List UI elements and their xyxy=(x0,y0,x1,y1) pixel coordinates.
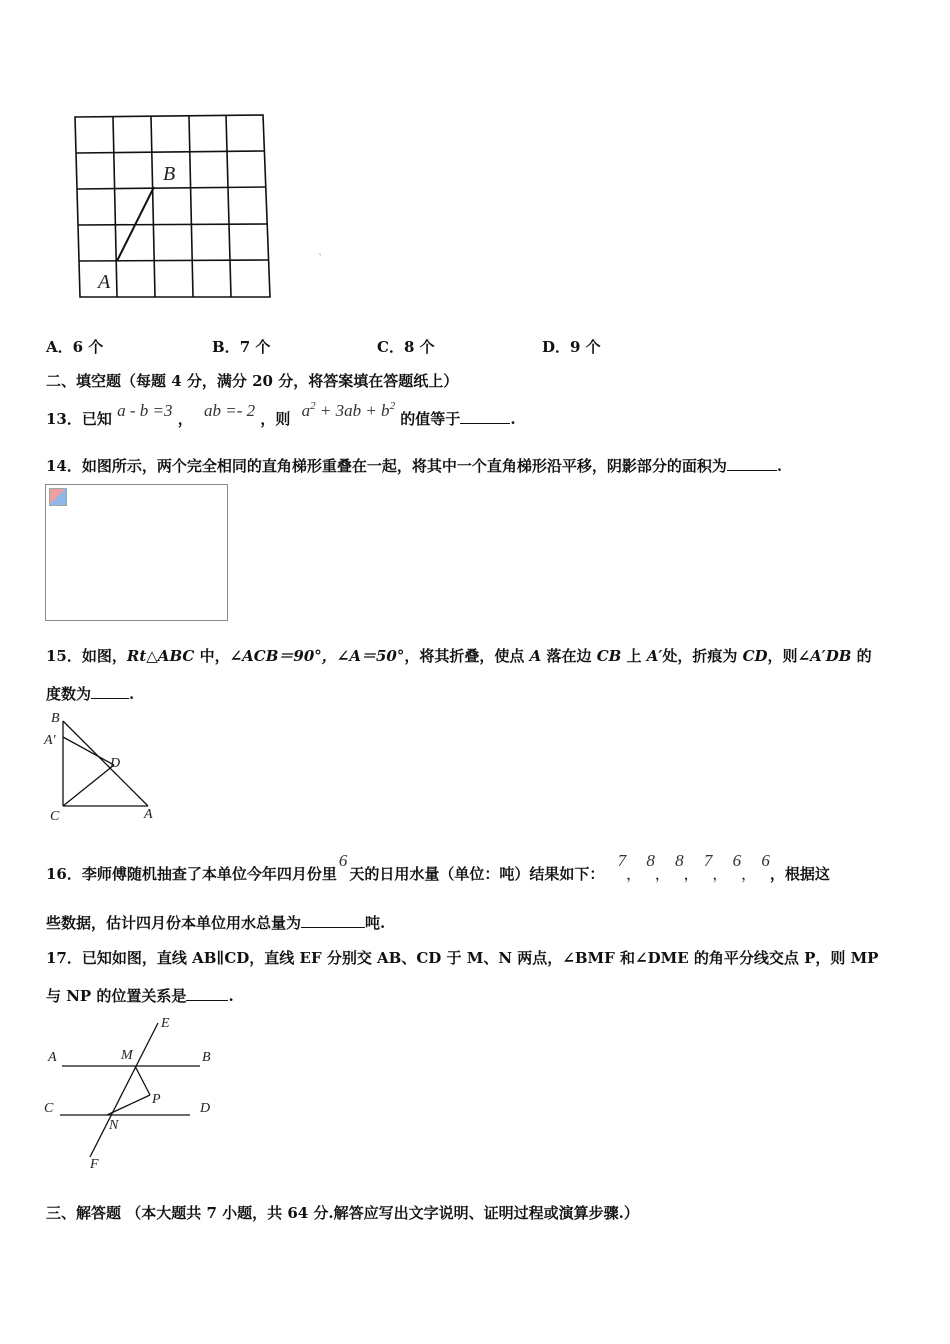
answer-blank-17 xyxy=(186,1000,228,1001)
choice-a: A．6 个 xyxy=(46,338,104,356)
section3-title: 三、解答题 （本大题共 7 小题，共 64 分.解答应写出文字说明、证明过程或演算步骤.） xyxy=(46,1204,639,1222)
label-p: P xyxy=(152,1092,161,1107)
label-c: C xyxy=(50,809,60,824)
question-14: 14．如图所示，两个完全相同的直角梯形重叠在一起，将其中一个直角梯形沿平移，阴影部分的面积为 . xyxy=(46,457,783,475)
broken-image-icon xyxy=(49,488,67,506)
answer-blank-15 xyxy=(91,698,129,699)
answer-blank-13 xyxy=(460,423,510,424)
label-b: B xyxy=(51,711,60,726)
label-e: E xyxy=(161,1016,170,1031)
question-17-line1: 17．已知如图，直线 AB∥CD，直线 EF 分别交 AB、CD 于 M、N 两点，∠BMF 和∠DME 的角平分线交点 P，则 MP xyxy=(46,949,879,967)
answer-blank-14 xyxy=(727,470,777,471)
grid-label-b: B xyxy=(163,163,176,185)
answer-blank-16 xyxy=(301,927,365,928)
choice-b: B．7 个 xyxy=(212,338,271,356)
grid-figure xyxy=(70,110,340,309)
label-m: M xyxy=(121,1048,133,1063)
choice-d: D．9 个 xyxy=(542,338,601,356)
q13-expression: $a^2 + 3ab + b^2$ xyxy=(301,400,396,420)
svg-text:ˋ: ˋ xyxy=(318,251,322,265)
label-a: A xyxy=(144,807,153,822)
question-16-line1: 16．李师傅随机抽查了本单位今年四月份里6天的日用水量（单位：吨）结果如下： 7， 8， 8， 7， 6， 6，根据这 xyxy=(46,851,830,883)
label-a-prime: A′ xyxy=(44,733,56,748)
question-16-line2: 些数据，估计四月份本单位用水总量为 吨. xyxy=(46,914,386,932)
triangle-figure xyxy=(42,708,172,832)
image-placeholder xyxy=(45,484,228,621)
label-b: B xyxy=(202,1050,211,1065)
section2-title: 二、填空题（每题 4 分，满分 20 分，将答案填在答题纸上） xyxy=(46,372,459,390)
label-f: F xyxy=(90,1157,99,1172)
question-15-line2: 度数为 . xyxy=(46,685,135,703)
parallel-lines-figure xyxy=(40,1010,230,1179)
label-d: D xyxy=(200,1101,211,1116)
question-13: 13．已知 a - b =3 ， ab =- 2 ，则 $a^2 + 3ab + b^2$ 的值等于 . xyxy=(46,400,516,428)
label-c: C xyxy=(44,1101,54,1116)
label-n: N xyxy=(109,1118,119,1133)
choice-c: C．8 个 xyxy=(377,338,435,356)
question-17-line2: 与 NP 的位置关系是 . xyxy=(46,987,234,1005)
question-15-line1: 15．如图，Rt△ABC 中，∠ACB＝90°，∠A＝50°，将其折叠，使点 A 落在边 CB 上 A′处，折痕为 CD，则∠A′DB 的 xyxy=(46,647,872,665)
grid-label-a: A xyxy=(98,271,111,293)
label-d: D xyxy=(110,756,121,771)
label-a: A xyxy=(48,1050,57,1065)
